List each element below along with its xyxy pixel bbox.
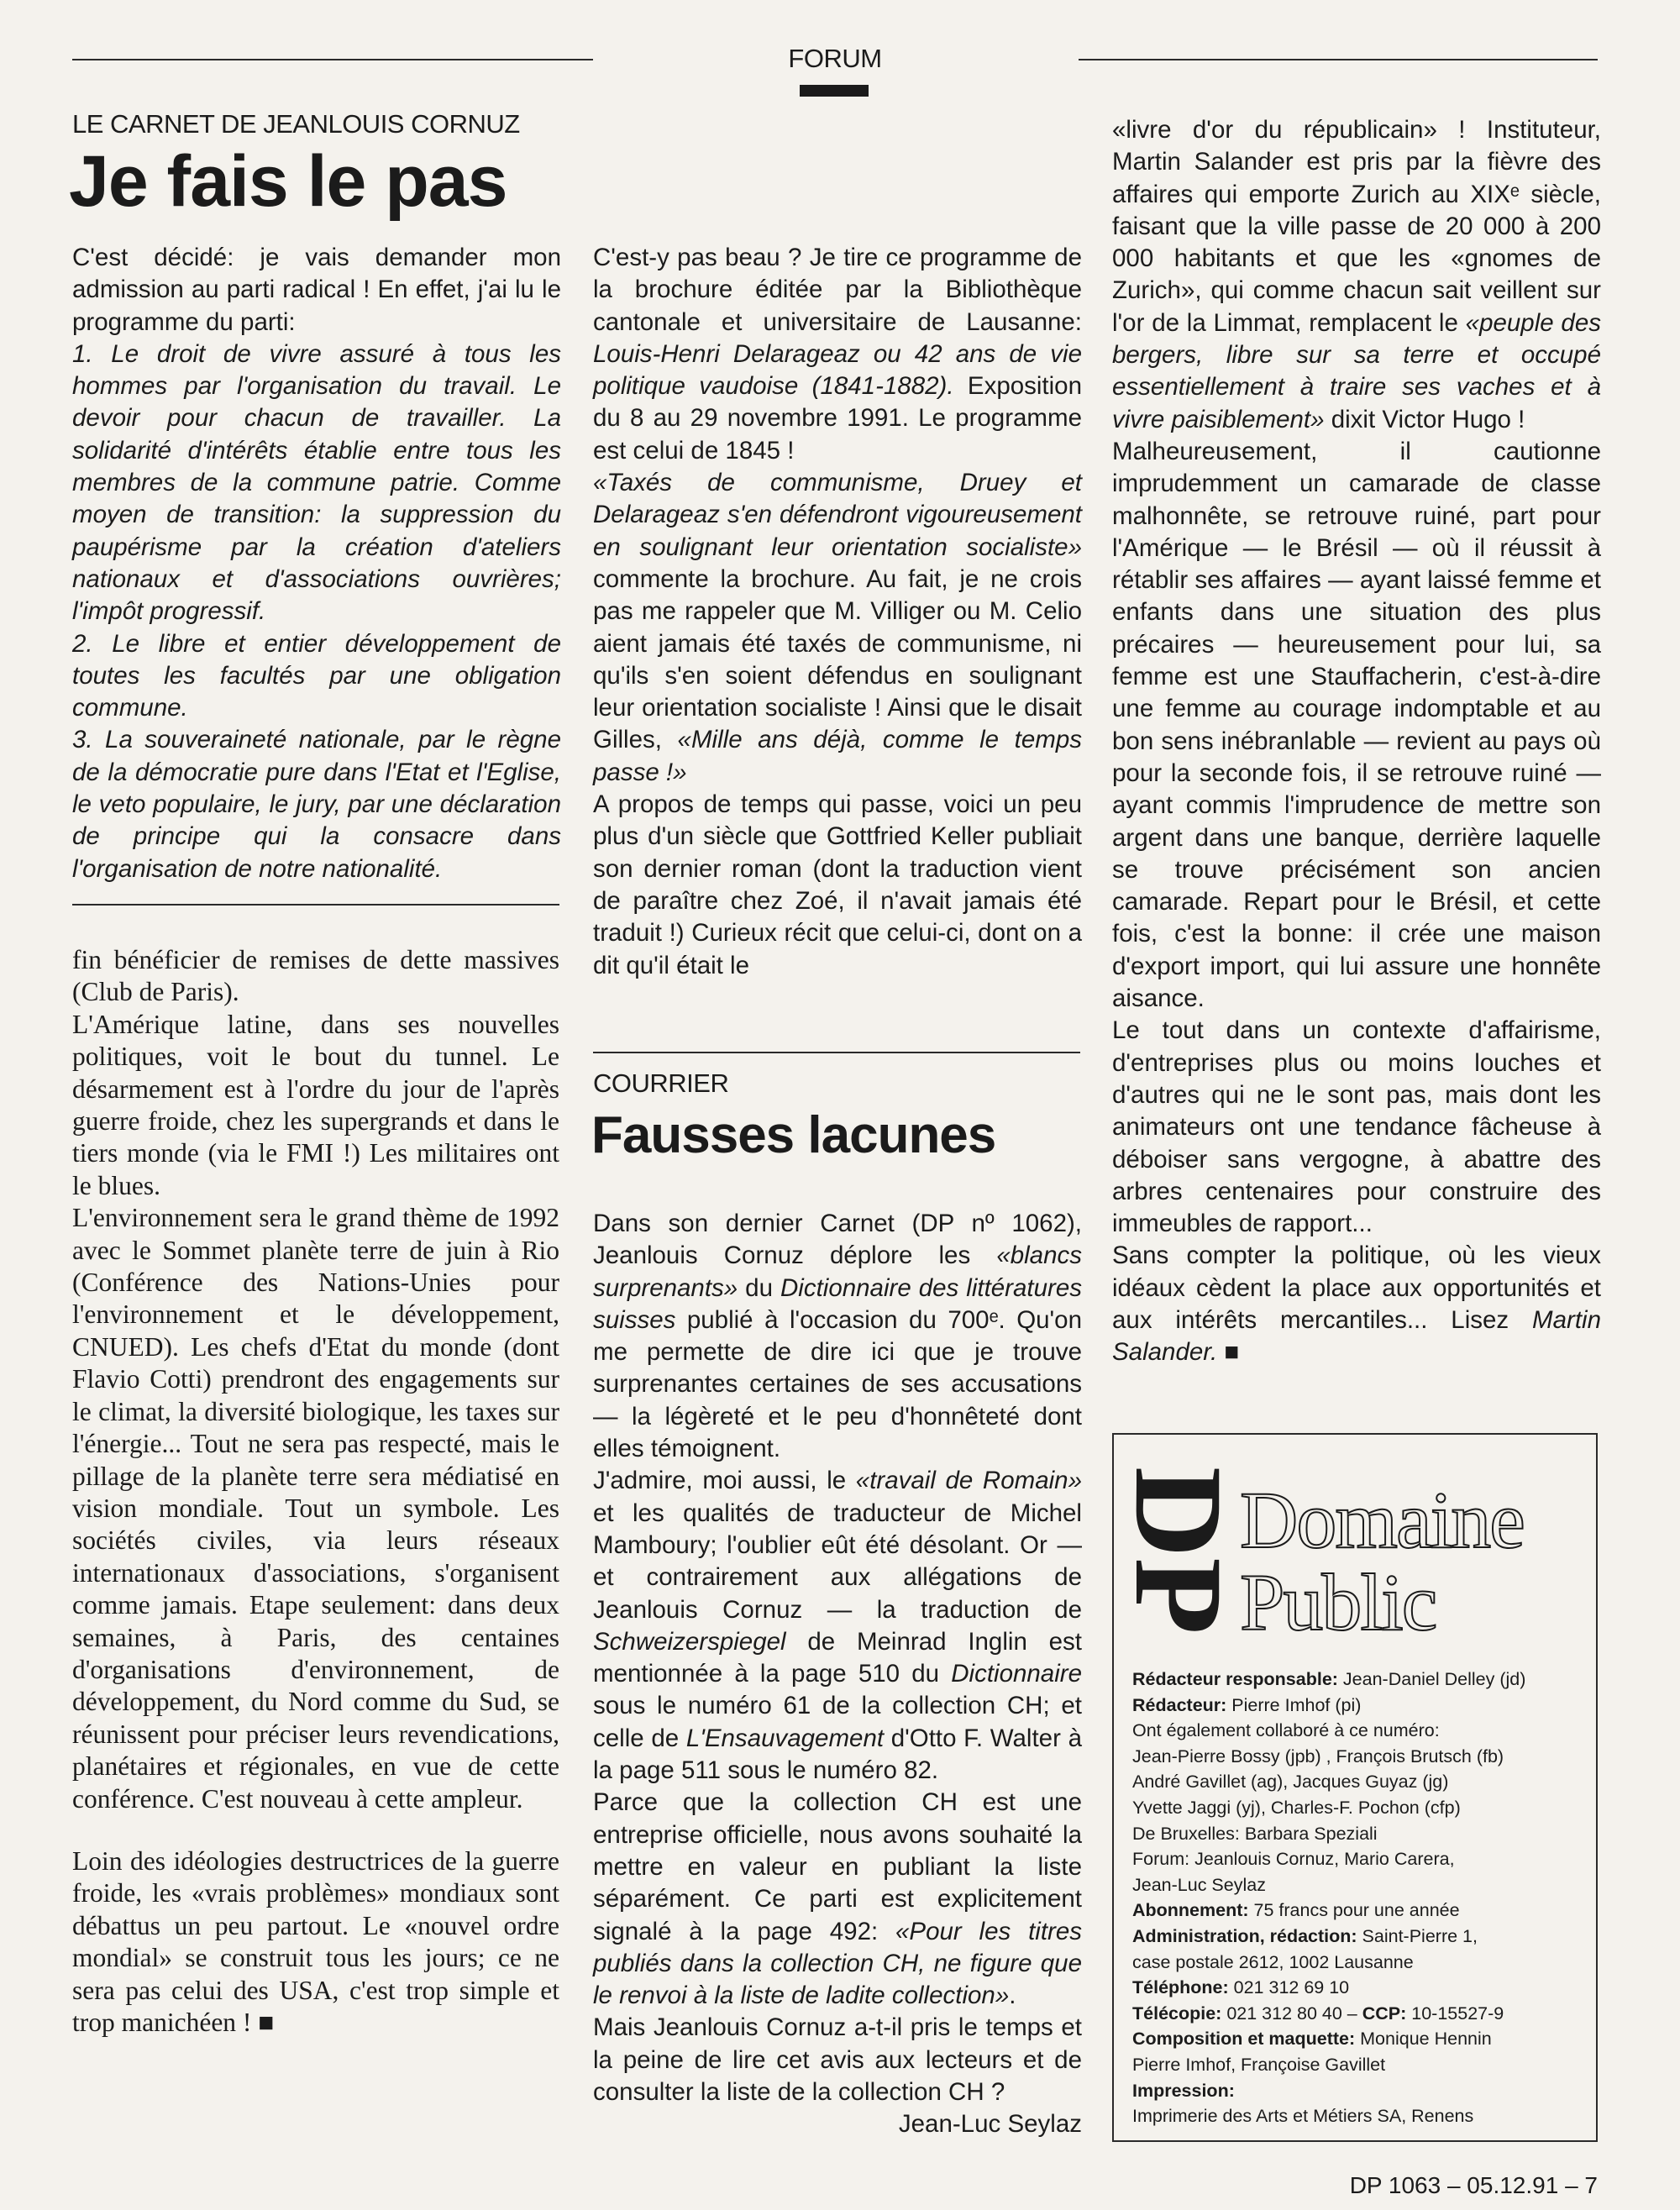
courrier-article bbox=[593, 1208, 1082, 2141]
imprint-line: Rédacteur responsable: Jean-Daniel Delley (jd) bbox=[1132, 1669, 1526, 1689]
masthead-dp-letters: DP bbox=[1109, 1467, 1248, 1635]
imprint-line: Administration, rédaction: Saint-Pierre 1, bbox=[1132, 1925, 1478, 1946]
imprint-line: Ont également collaboré à ce numéro: bbox=[1132, 1720, 1440, 1741]
imprint-line: Téléphone: 021 312 69 10 bbox=[1132, 1977, 1350, 1998]
carnet-paragraph: «livre d'or du républicain» ! Instituteur, Martin Salander est pris par la fièvre des affaires qui emporte Zurich au XIXᵉ siècle, faisant que la ville passe de 20 000 à 200 000 habitants et que les «gnomes de Zurich», qui comme chacun sait veillent sur l'or de la Limmat, remplacent le «peuple des bergers, libre sur sa terre et occupé essentiellement à traire ses vaches et à vivre paisiblement» dixit Victor Hugo ! bbox=[1112, 116, 1601, 433]
imprint-line: André Gavillet (ag), Jacques Guyaz (jg) bbox=[1132, 1772, 1449, 1793]
carnet-paragraph: Le tout dans un contexte d'affairisme, d'entreprises plus ou moins louches et d'autres qui ne le sont pas, mais dont les animateurs ont une tendance fâcheuse à déboiser sans vergogne, à abattre des arbres centenaires pour construire des immeubles de rapport... bbox=[1112, 1016, 1601, 1238]
imprint-line: Jean-Pierre Bossy (jpb) , François Brutsch (fb) bbox=[1132, 1745, 1504, 1766]
end-mark: ■ bbox=[1224, 1338, 1240, 1367]
carnet-title: Je fais le pas bbox=[69, 141, 507, 222]
imprint-line: Télécopie: 021 312 80 40 – CCP: 10-15527-9 bbox=[1132, 2003, 1504, 2024]
masthead-box bbox=[1109, 1433, 1598, 2142]
masthead-title-public: Public bbox=[1240, 1557, 1436, 1647]
courrier-signature: Jean-Luc Seylaz bbox=[898, 2110, 1082, 2139]
masthead-title-domaine: Domaine bbox=[1240, 1475, 1524, 1565]
imprint-line: Composition et maquette: Monique Hennin bbox=[1132, 2029, 1492, 2050]
continuation-paragraph: L'Amérique latine, dans ses nouvelles politiques, voit le bout du tunnel. Le désarmement est à l'ordre du jour de l'après guerre froide, chez les supergrands et dans le tiers monde (via le FMI !) Les militaires ont le blues. bbox=[72, 1009, 559, 1200]
carnet-intro: C'est décidé: je vais demander mon admission au parti radical ! En effet, j'ai lu le programme du parti: bbox=[72, 244, 561, 336]
carnet-paragraph: «Taxés de communisme, Druey et Delarageaz s'en défendront vigoureusement en soulignant leur orientation socialiste» commente la brochure. Au fait, je ne crois pas me rappeler que M. Villiger ou M. Celio aient jamais été taxés de communisme, ni qu'ils s'en soient défendus en soulignant leur orientation socialiste ! Ainsi que le disait Gilles, «Mille ans déjà, comme le temps passe !» bbox=[593, 469, 1082, 786]
masthead-imprint bbox=[1132, 1667, 1586, 2129]
continuation-article bbox=[72, 944, 559, 2039]
programme-point-2: 2. Le libre et entier développement de toutes les facultés par une obligation commune. bbox=[72, 629, 561, 722]
imprint-line: Pierre Imhof, Françoise Gavillet bbox=[1132, 2054, 1386, 2075]
continuation-paragraph: L'environnement sera le grand thème de 1992 avec le Sommet planète terre de juin à Rio (Conférence des Nations-Unies pour l'environnement et le développement, CNUED). Les chefs d'Etat du monde (dont Flavio Cotti) prendront des engagements sur le climat, la diversité biologique, les taxes sur l'énergie... Tout ne sera pas respecté, mais le pillage de la planète terre sera médiatisé en vision mondiale. Tout un symbole. Les sociétés civiles, via leurs réseaux internationaux d'associations, s'organisent comme jamais. Etape seulement: dans deux semaines, à Paris, des centaines d'organisations d'environnement, de développement, du Nord comme du Sud, se réunissent pour préciser leurs revendications, planétaires et régionales, en vue de cette conférence. C'est nouveau à cette ampleur. bbox=[72, 1203, 559, 1814]
imprint-line: Abonnement: 75 francs pour une année bbox=[1132, 1900, 1460, 1921]
carnet-column-1 bbox=[72, 242, 561, 885]
imprint-line: Yvette Jaggi (yj), Charles-F. Pochon (cfp) bbox=[1132, 1797, 1461, 1818]
section-label: FORUM bbox=[788, 44, 882, 73]
carnet-column-2 bbox=[593, 242, 1082, 982]
programme-point-1: 1. Le droit de vivre assuré à tous les hommes par l'organisation du travail. Le devoir pour chacun de travailler. La solidarité d'intérêts établie entre tous les membres de la commune patrie. Comme moyen de transition: la suppression du paupérisme par la création d'ateliers nationaux et d'associations ouvrières; l'impôt progressif. bbox=[72, 339, 561, 626]
courrier-title: Fausses lacunes bbox=[591, 1106, 996, 1164]
continuation-paragraph: fin bénéficier de remises de dette massives (Club de Paris). bbox=[72, 945, 559, 1007]
imprint-line: Jean-Luc Seylaz bbox=[1132, 1874, 1266, 1895]
imprint-line: Rédacteur: Pierre Imhof (pi) bbox=[1132, 1694, 1362, 1715]
page-folio: DP 1063 – 05.12.91 – 7 bbox=[1349, 2172, 1598, 2198]
column-1-divider bbox=[72, 904, 559, 906]
courrier-paragraph: Dans son dernier Carnet (DP nº 1062), Jeanlouis Cornuz déplore les «blancs surprenants» du Dictionnaire des littératures suisses publié à l'occasion du 700ᵉ. Qu'on me permette de dire ici que je trouve surprenantes certaines de ses accusations — la légèreté et le peu d'honnêteté dont elles témoignent. bbox=[593, 1210, 1082, 1463]
section-marker bbox=[800, 85, 869, 97]
column-2-divider bbox=[593, 1052, 1080, 1053]
imprint-line: Forum: Jeanlouis Cornuz, Mario Carera, bbox=[1132, 1849, 1455, 1870]
carnet-paragraph: A propos de temps qui passe, voici un peu plus d'un siècle que Gottfried Keller publiait son dernier roman (dont la traduction vient de paraître chez Zoé, il n'avait jamais été traduit !) Curieux récit que celui-ci, dont on a dit qu'il était le bbox=[593, 790, 1082, 979]
imprint-line: case postale 2612, 1002 Lausanne bbox=[1132, 1951, 1414, 1972]
header-rule-left bbox=[72, 59, 593, 60]
carnet-column-3 bbox=[1112, 114, 1601, 1369]
carnet-kicker: LE CARNET DE JEANLOUIS CORNUZ bbox=[72, 109, 520, 139]
continuation-paragraph: Loin des idéologies destructrices de la guerre froide, les «vrais problèmes» mondiaux sont débattus un peu partout. Le «nouvel ordre mondial» se construit tous les jours; ce ne sera pas celui des USA, c'est trop simple et trop manichéen ! bbox=[72, 1845, 559, 2037]
programme-point-3: 3. La souveraineté nationale, par le règne de la démocratie pure dans l'Etat et l'Eglise, le veto populaire, le jury, par une déclaration de principe qui la consacre dans l'organisation de notre nationalité. bbox=[72, 726, 561, 883]
carnet-paragraph: Malheureusement, il cautionne imprudemment un camarade de classe malhonnête, se retrouve ruiné, part pour l'Amérique — le Brésil — où il réussit à rétablir ses affaires — ayant laissé femme et enfants dans une situation des plus précaires — heureusement pour lui, sa femme est une Stauffacherin, c'est-à-dire une femme au courage indomptable et au bon sens inébranlable — revient au pays où pour la seconde fois, il se retrouve ruiné — ayant commis l'imprudence de mettre son argent dans une banque, derrière laquelle se trouve précisément son ancien camarade. Repart pour le Brésil, et cette fois, c'est la bonne: il crée une maison d'export import, qui lui assure une honnête aisance. bbox=[1112, 437, 1601, 1013]
end-mark: ■ bbox=[258, 2008, 275, 2037]
courrier-kicker: COURRIER bbox=[593, 1068, 729, 1098]
carnet-paragraph: C'est-y pas beau ? Je tire ce programme de la brochure éditée par la Bibliothèque cantonale et universitaire de Lausanne: Louis-Henri Delarageaz ou 42 ans de vie politique vaudoise (1841-1882). Exposition du 8 au 29 novembre 1991. Le programme est celui de 1845 ! bbox=[593, 244, 1082, 465]
header-rule-right bbox=[1079, 59, 1598, 60]
courrier-paragraph: J'admire, moi aussi, le «travail de Romain» et les qualités de traducteur de Michel Mamboury; l'oublier eût été désolant. Or — et contrairement aux allégations de Jeanlouis Cornuz — la traduction de Schweizerspiegel de Meinrad Inglin est mentionnée à la page 510 du Dictionnaire sous le numéro 61 de la collection CH; et celle de L'Ensauvagement d'Otto F. Walter à la page 511 sous le numéro 82. bbox=[593, 1467, 1082, 1785]
courrier-paragraph: Parce que la collection CH est une entreprise officielle, nous avons souhaité la mettre en valeur en publiant la liste séparément. Ce parti est explicitement signalé à la page 492: «Pour les titres publiés dans la collection CH, ne figure que le renvoi à la liste de ladite collection». bbox=[593, 1788, 1082, 2010]
carnet-paragraph: Sans compter la politique, où les vieux idéaux cèdent la place aux opportunités et aux intérêts mercantiles... Lisez Martin Salander. ■ bbox=[1112, 1241, 1601, 1367]
courrier-paragraph: Mais Jeanlouis Cornuz a-t-il pris le temps et la peine de lire cet avis aux lecteurs et de consulter la liste de la collection CH ? bbox=[593, 2013, 1082, 2107]
imprint-line: Imprimerie des Arts et Métiers SA, Renens bbox=[1132, 2106, 1474, 2127]
imprint-line: De Bruxelles: Barbara Speziali bbox=[1132, 1823, 1378, 1844]
imprint-line: Impression: bbox=[1132, 2080, 1235, 2101]
